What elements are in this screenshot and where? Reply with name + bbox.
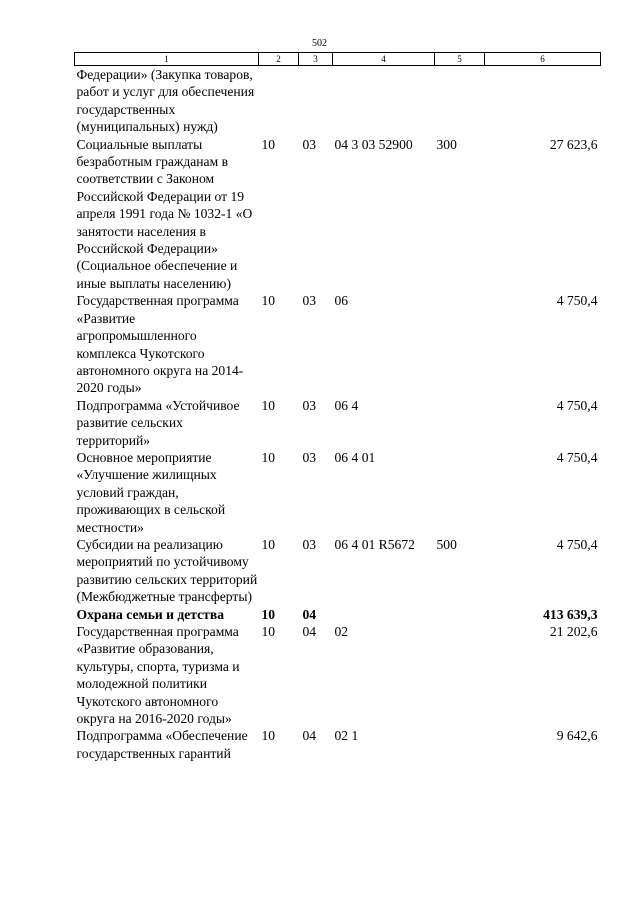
item-name-cell: Подпрограмма «Обеспечение государственных гарантий: [76, 728, 248, 761]
subsection-code-cell: 03: [302, 449, 317, 465]
expense-type-cell: [435, 66, 485, 136]
subsection-code-cell: 04: [302, 606, 317, 622]
target-article-cell: 06 4 01 R5672: [334, 536, 415, 552]
table-row: [75, 623, 601, 727]
target-article-cell: 06 4 01: [334, 449, 376, 465]
subsection-code-cell: 03: [302, 136, 317, 152]
amount-cell: 4 750,4: [556, 293, 598, 309]
target-article-cell: 06: [334, 293, 349, 309]
section-code-cell: 10: [261, 536, 276, 552]
expense-type-cell: 300: [436, 136, 457, 152]
amount-cell: 9 642,6: [556, 728, 598, 744]
item-name-cell: Подпрограмма «Устойчивое развитие сельских территорий»: [76, 397, 240, 448]
page-number: 502: [312, 38, 327, 49]
section-code-cell: 10: [261, 449, 276, 465]
table-row: [75, 136, 601, 293]
expense-type-cell: [435, 397, 485, 449]
table-row: [75, 397, 601, 449]
item-name-cell: Социальные выплаты безработным гражданам в соответствии с Законом Российской Федерации от 19 апреля 1991 года № 1032-1 «О занятости населения в Российской Федерации» (Социальное обеспечение и иные выплаты населению): [76, 136, 253, 291]
target-article-cell: 02 1: [334, 728, 359, 744]
target-article-cell: 06 4: [334, 397, 359, 413]
budget-table: [74, 52, 601, 762]
header-cell: 4: [333, 53, 435, 66]
section-code-cell: 10: [261, 293, 276, 309]
subsection-code-cell: [299, 66, 333, 136]
expense-type-cell: [435, 623, 485, 727]
item-name-cell: Государственная программа «Развитие образования, культуры, спорта, туризма и молодежной политики Чукотского автономного округа на 2016-2020 годы»: [76, 624, 240, 727]
table-row: [75, 606, 601, 623]
item-name-cell: Охрана семьи и детства: [76, 606, 225, 622]
target-article-cell: [333, 66, 435, 136]
target-article-cell: 02: [334, 624, 349, 639]
section-code-cell: 10: [261, 606, 276, 622]
table-row: [75, 727, 601, 762]
item-name-cell: Федерации» (Закупка товаров, работ и услуг для обеспечения государственных (муниципальных) нужд): [76, 67, 255, 135]
table-row: [75, 449, 601, 536]
target-article-cell: [333, 606, 435, 623]
item-name-cell: Субсидии на реализацию мероприятий по устойчивому развитию сельских территорий (Межбюджетные трансферты): [76, 536, 258, 605]
amount-cell: [485, 66, 601, 136]
amount-cell: 4 750,4: [556, 449, 598, 465]
amount-cell: 27 623,6: [549, 136, 598, 152]
section-code-cell: 10: [261, 136, 276, 152]
subsection-code-cell: 04: [302, 728, 317, 744]
header-row: [75, 53, 601, 66]
amount-cell: 413 639,3: [543, 606, 598, 622]
header-cell: 1: [75, 53, 259, 66]
table-row: [75, 536, 601, 606]
subsection-code-cell: 03: [302, 293, 317, 309]
header-cell: 2: [259, 53, 299, 66]
section-code-cell: 10: [261, 728, 276, 744]
subsection-code-cell: 03: [302, 397, 317, 413]
section-code-cell: 10: [261, 624, 276, 639]
section-code-cell: [259, 66, 299, 136]
item-name-cell: Основное мероприятие «Улучшение жилищных условий граждан, проживающих в сельской местности»: [76, 449, 226, 535]
table-body: [75, 66, 601, 763]
subsection-code-cell: 04: [302, 624, 317, 639]
table-row: [75, 66, 601, 136]
amount-cell: 4 750,4: [556, 536, 598, 552]
target-article-cell: 04 3 03 52900: [334, 136, 413, 152]
expense-type-cell: 500: [436, 536, 457, 552]
expense-type-cell: [435, 606, 485, 623]
expense-type-cell: [435, 449, 485, 536]
header-cell: 3: [299, 53, 333, 66]
expense-type-cell: [435, 727, 485, 762]
amount-cell: 4 750,4: [556, 397, 598, 413]
header-cell: 5: [435, 53, 485, 66]
expense-type-cell: [435, 292, 485, 396]
table-row: [75, 292, 601, 396]
subsection-code-cell: 03: [302, 536, 317, 552]
amount-cell: 21 202,6: [549, 624, 598, 639]
section-code-cell: 10: [261, 397, 276, 413]
header-cell: 6: [485, 53, 601, 66]
item-name-cell: Государственная программа «Развитие агропромышленного комплекса Чукотского автономного округа на 2014-2020 годы»: [76, 293, 244, 396]
